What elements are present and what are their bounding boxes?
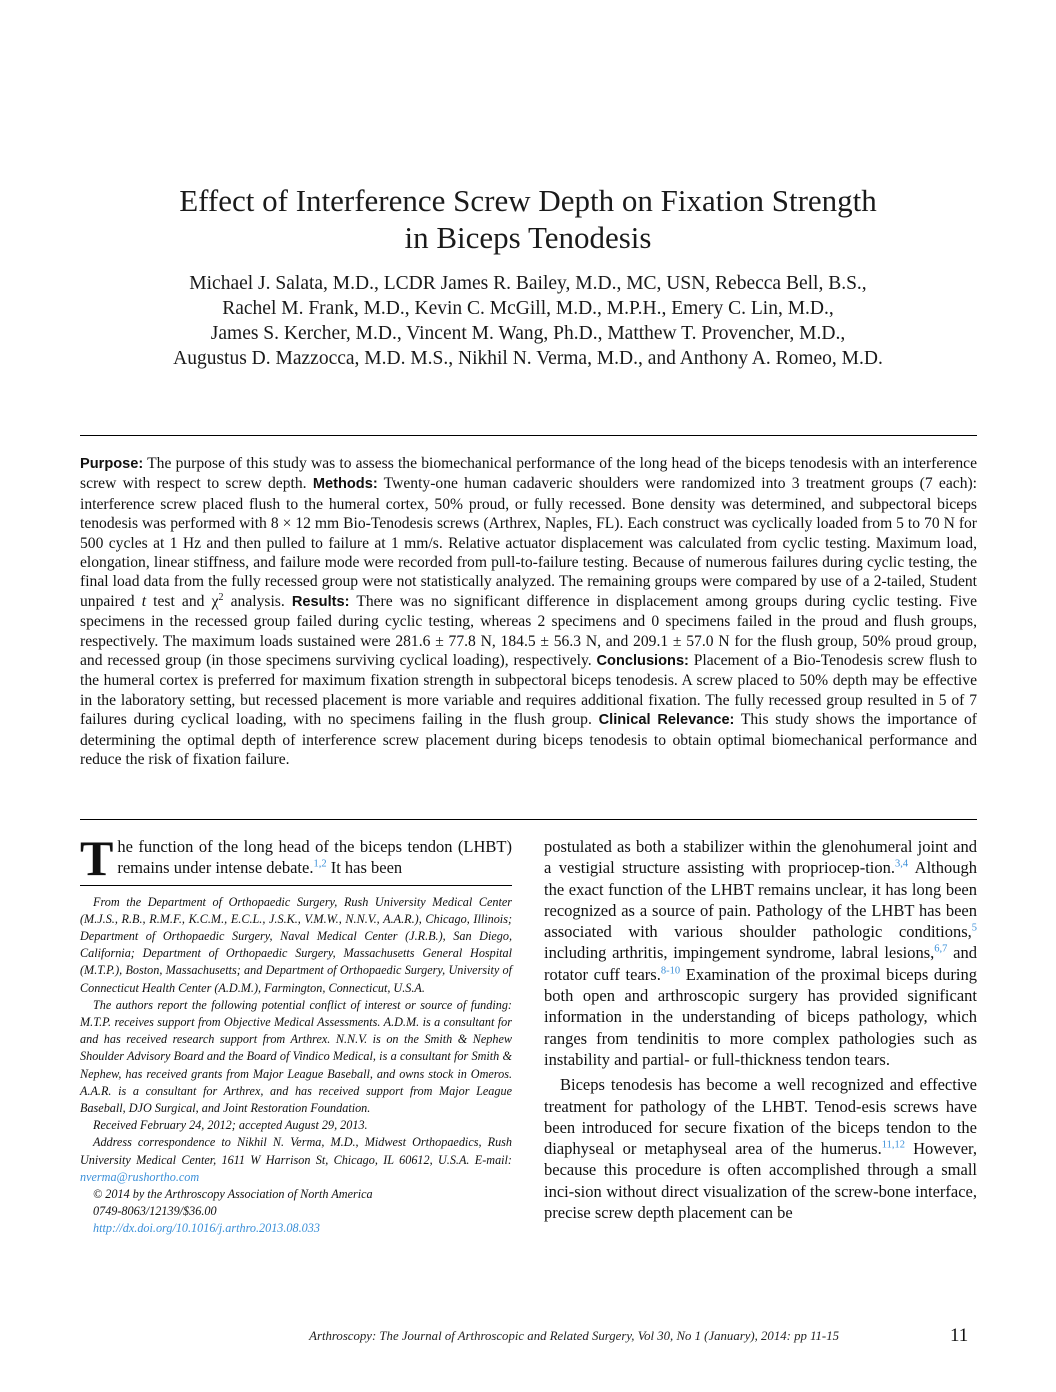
footnote-issn: 0749-8063/12139/$36.00 [93, 1204, 217, 1219]
body-text: Although the exact function of the LHBT remains unclear, it has long been recognized as a source of pain. Pathology of the LHBT has been associated with various shoulder pathologic conditions, [544, 858, 977, 942]
left-column [80, 830, 512, 1238]
methods-text-b: test and [153, 592, 205, 610]
journal-footer: Arthroscopy: The Journal of Arthroscopic and Related Surgery, Vol 30, No 1 (January), 2014: pp 11-15 [309, 1329, 839, 1343]
footnote-address [80, 1134, 512, 1186]
footnote-address-text: Address correspondence to Nikhil N. Verma, M.D., Midwest Orthopaedics, Rush University Medical Center, 1611 W Harrison St, Chicago, IL 60612, U.S.A. E-mail: [80, 1135, 512, 1167]
author-list [80, 271, 976, 371]
author-line: Rachel M. Frank, M.D., Kevin C. McGill, M.D., M.P.H., Emery C. Lin, M.D., [222, 298, 834, 319]
conclusions-label: Conclusions: [596, 653, 689, 670]
methods-label: Methods: [312, 476, 378, 493]
citation-ref[interactable]: 11,12 [881, 1139, 905, 1151]
citation-ref[interactable]: 1,2 [313, 858, 327, 870]
footnote-affiliations: From the Department of Orthopaedic Surgery, Rush University Medical Center (M.J.S., R.B., R.M.F., K.C.M., E.C.L., J.S.K., V.M.W., N.N.V., A.A.R.), Chicago, Illinois; Department of Orthopaedic Surgery, Naval Medical Center (J.R.B.), San Diego, California; Department of Orthopaedic Surgery, Massachusetts General Hospital (M.T.P.), Boston, Massachusetts; and Department of Orthopaedic Surgery, University of Connecticut Health Center (A.D.M.), Farmington, Connecticut, U.S.A. [80, 894, 512, 995]
intro-text: he function of the long head of the biceps tendon (LHBT) remains under intense debate. [117, 837, 512, 878]
citation-ref[interactable]: 5 [971, 922, 977, 934]
body-paragraph-2 [544, 1074, 977, 1223]
citation-ref[interactable]: 6,7 [934, 943, 948, 955]
intro-text-b: It has been [330, 858, 403, 878]
citation-ref[interactable]: 8-10 [660, 965, 681, 977]
doi-link[interactable]: http://dx.doi.org/10.1016/j.arthro.2013.08.033 [93, 1221, 320, 1236]
footnote-rule [80, 885, 512, 886]
page-number: 11 [950, 1325, 969, 1346]
methods-text-c: analysis. [230, 592, 285, 610]
abstract-bottom-rule [80, 819, 977, 820]
chi-symbol: χ [211, 592, 219, 610]
purpose-label: Purpose: [80, 456, 144, 472]
intro-paragraph [80, 830, 512, 886]
abstract [80, 454, 977, 770]
results-label: Results: [291, 593, 350, 610]
email-link[interactable]: nverma@rushortho.com [80, 1169, 200, 1184]
body-paragraph-1 [544, 836, 977, 1070]
article-title [80, 182, 976, 256]
footnote-conflicts: The authors report the following potential conflict of interest or source of funding: M.T.P. receives support from Objective Medical Assessments. A.D.M. is a consultant for and has received research support from Arthrex. N.N.V. is on the Smith & Nephew Shoulder Advisory Board and the Board of Vindico Medical, is a consultant for Smith & Nephew, has received grants from Major League Baseball, and owns stock in Omeros. A.A.R. is a consultant for Arthrex, and has received support from Major League Baseball, DJO Surgical, and Joint Restoration Foundation. [80, 997, 512, 1116]
clinical-relevance-text: This study shows the importance of determining the optimal depth of interference screw placement during biceps tenodesis to obtain optimal biomechanical performance and reduce the risk of fixation failure. [80, 711, 978, 769]
abstract-top-rule [80, 435, 977, 436]
title-line-2: in Biceps Tenodesis [404, 220, 652, 255]
title-line-1: Effect of Interference Screw Depth on Fixation Strength [179, 183, 877, 218]
chi-superscript: 2 [218, 591, 224, 603]
body-text: However, because this procedure is often accomplished through a small inci-sion without direct visualization of the screw-bone interface, precise screw depth placement can be [544, 1139, 978, 1223]
body-text: Examination of the proximal biceps during both open and arthroscopic surgery has provided significant information in the understanding of biceps pathology, which ranges from tendinitis to more complex pathologies such as instability and partial- or full-thickness tendon tears. [544, 964, 977, 1069]
purpose-text: The purpose of this study was to assess the biomechanical performance of the long head of the biceps tenodesis with an interference screw with respect to screw depth. [80, 455, 977, 493]
body-text: postulated as both a stabilizer within the glenohumeral joint and a vestigial structure assisting with propriocep-tion. [544, 837, 977, 878]
footnote-copyright: © 2014 by the Arthroscopy Association of North America [93, 1187, 373, 1202]
right-column [544, 836, 977, 1223]
author-line: Michael J. Salata, M.D., LCDR James R. Bailey, M.D., MC, USN, Rebecca Bell, B.S., [189, 273, 867, 294]
author-line: Augustus D. Mazzocca, M.D. M.S., Nikhil N. Verma, M.D., and Anthony A. Romeo, M.D. [173, 348, 883, 369]
clinical-relevance-label: Clinical Relevance: [598, 712, 735, 729]
results-text: There was no significant difference in displacement among groups during cyclic testing. Five specimens in the recessed group failed during cyclic testing, whereas 2 specimens and 0 specimens failed in the proud and flush groups, respectively. The maximum loads sustained were 281.6 ± 77.8 N, 184.5 ± 56.3 N, and 209.1 ± 57.0 N for the flush group, 50% proud group, and recessed group (in those specimens surviving cyclical loading), respectively. [80, 592, 978, 670]
conclusions-text: Placement of a Bio-Tenodesis screw flush to the humeral cortex is preferred for maximum fixation strength in subpectoral biceps tenodesis. A screw placed to 50% depth may be effective in the laboratory setting, but recessed placement is more variable and requires additional fixation. The fully recessed group resulted in 5 of 7 failures during cyclical loading, with no specimens failing in the flush group. [80, 652, 977, 729]
citation-ref[interactable]: 3,4 [895, 858, 909, 870]
drop-cap: T [80, 830, 114, 886]
author-line: James S. Kercher, M.D., Vincent M. Wang, Ph.D., Matthew T. Provencher, M.D., [210, 323, 846, 344]
body-text: and rotator cuff tears. [544, 943, 977, 984]
body-text: including arthritis, impingement syndrome, labral lesions, [544, 943, 935, 963]
footnote-doi [80, 1220, 512, 1237]
methods-text: Twenty-one human cadaveric shoulders were randomized into 3 treatment groups (7 each): interference screw placed flush to the humeral cortex, 50% proud, or fully recessed. Bone density was determined, and subpectoral biceps tenodesis was performed with 8 × 12 mm Bio-Tenodesis screws (Arthrex, Naples, FL). Each construct was cyclically loaded from 5 to 70 N for 500 cycles at 1 Hz and then pulled to failure at 1 mm/s. Relative actuator displacement was calculated from cyclic testing. Maximum load, elongation, linear stiffness, and failure mode were recorded from pull-to-failure testing. Because of numerous failures during cyclic testing, the final load data from the fully recessed group were not statistically analyzed. The remaining groups were compared by use of a 2-tailed, Student unpaired [80, 475, 978, 610]
methods-t: t [141, 592, 147, 610]
body-text: Biceps tenodesis has become a well recognized and effective treatment for pathology of the LHBT. Tenod-esis screws have been introduced for secure fixation of the biceps tendon to the diaphyseal or metaphyseal area of the humerus. [544, 1075, 977, 1159]
footnote-received: Received February 24, 2012; accepted August 29, 2013. [93, 1118, 368, 1133]
